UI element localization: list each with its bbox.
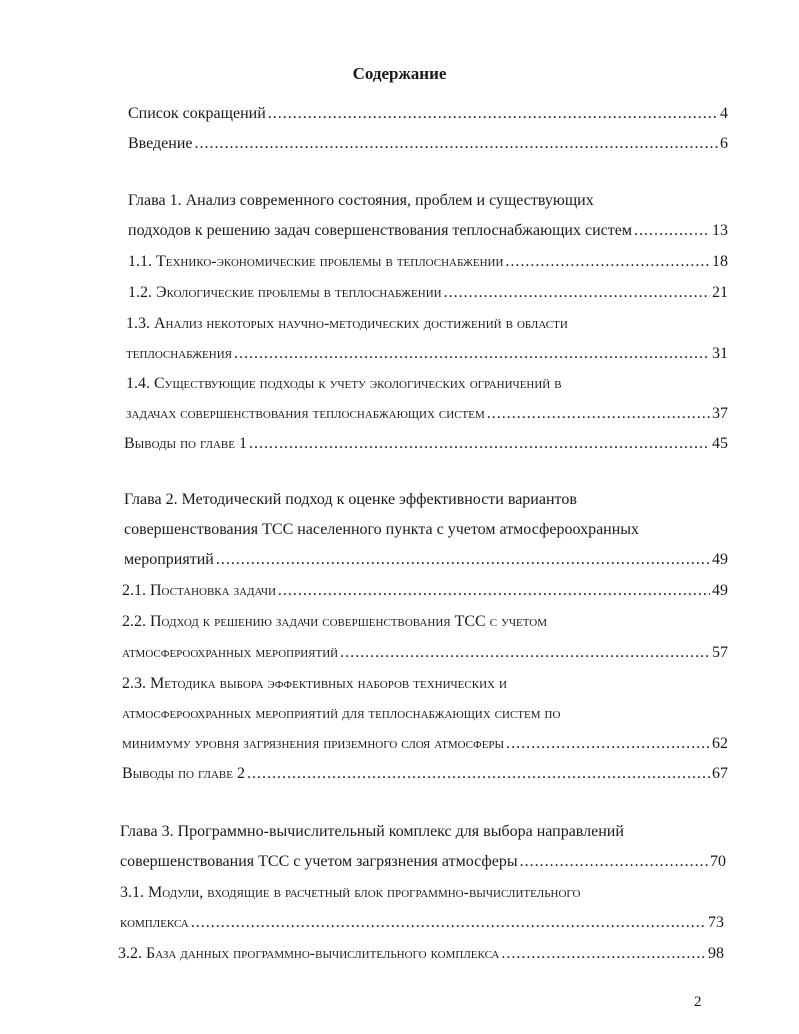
toc-entry-text: минимуму уровня загрязнения приземного слоя атмосферы xyxy=(122,735,505,752)
toc-page-number: 18 xyxy=(712,253,728,270)
toc-entry[interactable] xyxy=(120,852,726,872)
toc-entry-text: 1.2. Экологические проблемы в теплоснабжении xyxy=(128,284,442,301)
toc-page-number: 73 xyxy=(708,914,724,931)
toc-entry[interactable] xyxy=(124,550,728,570)
toc-entry-text: 1.1. Технико-экономические проблемы в теплоснабжении xyxy=(128,253,504,270)
toc-page-number: 62 xyxy=(712,735,728,752)
toc-page-number: 67 xyxy=(712,765,728,782)
leader-dots xyxy=(247,764,710,784)
toc-page-number: 21 xyxy=(712,284,728,301)
toc-entry[interactable] xyxy=(128,104,728,124)
toc-page-number: 13 xyxy=(712,222,728,239)
toc-page-number: 4 xyxy=(720,105,728,122)
leader-dots xyxy=(487,404,710,424)
toc-entry[interactable] xyxy=(120,913,724,933)
toc-entry[interactable] xyxy=(118,944,724,964)
toc-entry-heading: 1.4. Существующие подходы к учету экологических ограничений в xyxy=(126,375,562,392)
toc-entry-text: задачах совершенствования теплоснабжающих систем xyxy=(126,405,485,422)
leader-dots xyxy=(340,643,710,663)
toc-entry[interactable] xyxy=(122,764,728,784)
toc-page-number: 45 xyxy=(712,435,728,452)
toc-entry[interactable] xyxy=(128,283,728,303)
toc-entry[interactable] xyxy=(122,734,728,754)
toc-entry-text: 2.1. Постановка задачи xyxy=(122,582,276,599)
toc-entry-heading: 3.1. Модули, входящие в расчетный блок программно-вычислительного xyxy=(120,884,581,901)
leader-dots xyxy=(234,344,710,364)
leader-dots xyxy=(249,434,710,454)
toc-entry-heading: 2.3. Методика выбора эффективных наборов технических и xyxy=(122,675,507,692)
toc-page-number: 49 xyxy=(712,582,728,599)
leader-dots xyxy=(195,134,719,154)
page-title: Содержание xyxy=(352,64,447,83)
toc-entry[interactable] xyxy=(126,344,728,364)
toc-entry[interactable] xyxy=(128,221,728,241)
toc-entry-text: Введение xyxy=(128,135,193,152)
toc-entry-text: Выводы по главе 2 xyxy=(122,765,245,782)
toc-page-number: 98 xyxy=(708,945,724,962)
page-number: 2 xyxy=(694,994,702,1010)
toc-entry-text: атмосфероохранных мероприятий xyxy=(122,644,339,661)
toc-entry[interactable] xyxy=(122,643,728,663)
toc-chapter-heading: Глава 2. Методический подход к оценке эффективности вариантов xyxy=(124,491,577,508)
toc-chapter-heading: совершенствования ТСС населенного пункта с учетом атмосфероохранных xyxy=(124,521,640,538)
leader-dots xyxy=(278,581,710,601)
leader-dots xyxy=(506,734,710,754)
toc-entry[interactable] xyxy=(126,404,728,424)
toc-entry[interactable] xyxy=(128,134,728,154)
toc-entry[interactable] xyxy=(124,434,728,454)
leader-dots xyxy=(501,944,706,964)
leader-dots xyxy=(634,221,710,241)
leader-dots xyxy=(216,550,710,570)
toc-entry-heading: 1.3. Анализ некоторых научно-методических достижений в области xyxy=(126,315,568,332)
toc-entry-heading: атмосфероохранных мероприятий для теплоснабжающих систем по xyxy=(122,705,561,722)
toc-page-number: 49 xyxy=(712,551,728,568)
leader-dots xyxy=(444,283,710,303)
toc-page-number: 37 xyxy=(712,405,728,422)
toc-chapter-heading: Глава 1. Анализ современного состояния, проблем и существующих xyxy=(128,192,594,209)
toc-page-number: 57 xyxy=(712,644,728,661)
toc-entry-text: Выводы по главе 1 xyxy=(124,435,247,452)
toc-entry-text: теплоснабжения xyxy=(126,345,232,362)
toc-chapter-heading: Глава 3. Программно-вычислительный комплекс для выбора направлений xyxy=(120,823,624,840)
toc-entry-text: подходов к решению задач совершенствования теплоснабжающих систем xyxy=(128,222,632,239)
toc-page-number: 31 xyxy=(712,345,728,362)
toc-entry-text: мероприятий xyxy=(124,551,214,568)
leader-dots xyxy=(520,852,708,872)
toc-entry[interactable] xyxy=(122,581,728,601)
toc-entry-text: комплекса xyxy=(120,914,189,931)
toc-page-number: 70 xyxy=(710,853,726,870)
toc-page-number: 6 xyxy=(720,135,728,152)
toc-entry-text: 3.2. База данных программно-вычислительного комплекса xyxy=(118,945,500,962)
toc-entry-heading: 2.2. Подход к решению задачи совершенствования ТСС с учетом xyxy=(122,613,548,630)
toc-entry-text: Список сокращений xyxy=(128,105,266,122)
toc-entry[interactable] xyxy=(128,252,728,272)
leader-dots xyxy=(505,252,710,272)
leader-dots xyxy=(268,104,718,124)
leader-dots xyxy=(191,913,706,933)
toc-entry-text: совершенствования ТСС с учетом загрязнения атмосферы xyxy=(120,853,518,870)
